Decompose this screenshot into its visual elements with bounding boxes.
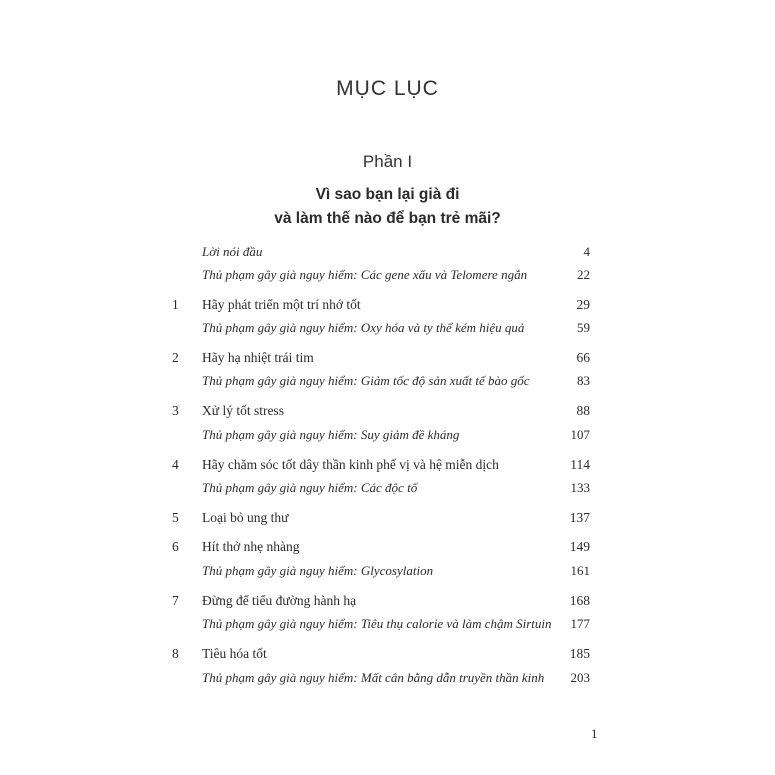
toc-entry-title: Hãy phát triển một trí nhớ tốt bbox=[202, 297, 361, 312]
toc-entry-number: 1 bbox=[172, 297, 179, 312]
toc-entry-title: Hít thở nhẹ nhàng bbox=[202, 539, 300, 554]
toc-entry-page: 66 bbox=[576, 350, 590, 365]
toc-entry[interactable] bbox=[0, 457, 775, 477]
toc-entry-number: 5 bbox=[172, 510, 179, 525]
toc-entry-title: Hãy hạ nhiệt trái tim bbox=[202, 350, 314, 365]
toc-entry[interactable] bbox=[0, 563, 775, 583]
toc-entry-title: Thủ phạm gây già nguy hiểm: Glycosylation bbox=[202, 563, 434, 578]
toc-entry[interactable] bbox=[0, 510, 775, 530]
toc-entry-title: Tiêu hóa tốt bbox=[202, 646, 267, 661]
toc-entry-page: 203 bbox=[570, 670, 590, 685]
toc-entry[interactable] bbox=[0, 244, 775, 264]
toc-entry-number: 3 bbox=[172, 403, 179, 418]
toc-entry-number: 4 bbox=[172, 457, 179, 472]
toc-entry-page: 29 bbox=[576, 297, 590, 312]
toc-entry-title: Thủ phạm gây già nguy hiểm: Suy giảm đề kháng bbox=[202, 427, 460, 442]
toc-entry-page: 59 bbox=[577, 320, 590, 335]
toc-entry[interactable] bbox=[0, 350, 775, 370]
part-subtitle bbox=[0, 183, 775, 231]
toc-entry-title: Thủ phạm gây già nguy hiểm: Mất cân bằng dẫn truyền thần kinh bbox=[202, 670, 545, 685]
page-title: MỤC LỤC bbox=[336, 77, 439, 100]
part-label: Phần I bbox=[362, 152, 413, 171]
toc-entry-title: Thủ phạm gây già nguy hiểm: Oxy hóa và ty thể kém hiệu quả bbox=[202, 320, 525, 335]
toc-entry-title: Lời nói đầu bbox=[202, 244, 263, 259]
toc-entry-title: Thủ phạm gây già nguy hiểm: Tiêu thụ calorie và làm chậm Sirtuin bbox=[202, 616, 552, 631]
toc-entry-page: 114 bbox=[570, 457, 590, 472]
toc-entry-title: Đừng để tiểu đường hành hạ bbox=[202, 593, 357, 608]
toc-entry[interactable] bbox=[0, 297, 775, 317]
toc-entry[interactable] bbox=[0, 373, 775, 393]
toc-entry-page: 137 bbox=[569, 510, 590, 525]
toc-entry-title: Thủ phạm gây già nguy hiểm: Giảm tốc độ sản xuất tế bào gốc bbox=[202, 373, 530, 388]
toc-entry[interactable] bbox=[0, 427, 775, 447]
toc-entry-title: Xử lý tốt stress bbox=[202, 403, 284, 418]
toc-entry-page: 177 bbox=[570, 616, 590, 631]
toc-entry[interactable] bbox=[0, 593, 775, 613]
toc-entry-page: 4 bbox=[583, 244, 590, 259]
toc-entry[interactable] bbox=[0, 670, 775, 690]
toc-entry[interactable] bbox=[0, 616, 775, 636]
toc-entry[interactable] bbox=[0, 539, 775, 559]
toc-entry-page: 133 bbox=[570, 480, 590, 495]
toc-entry-number: 2 bbox=[172, 350, 179, 365]
toc-entry-page: 185 bbox=[569, 646, 590, 661]
toc-entry-title: Hãy chăm sóc tốt dây thần kinh phế vị và hệ miễn dịch bbox=[202, 457, 499, 472]
toc-entry-number: 7 bbox=[172, 593, 179, 608]
part-subtitle-line-2: và làm thế nào để bạn trẻ mãi? bbox=[274, 210, 501, 227]
toc-entry-page: 161 bbox=[570, 563, 590, 578]
toc-entry-page: 168 bbox=[569, 593, 590, 608]
toc-entry-title: Thủ phạm gây già nguy hiểm: Các độc tố bbox=[202, 480, 418, 495]
toc-entry[interactable] bbox=[0, 403, 775, 423]
toc-entry-number: 6 bbox=[172, 539, 179, 554]
toc-entry-page: 22 bbox=[577, 267, 590, 282]
part-subtitle-line-1: Vì sao bạn lại già đi bbox=[315, 186, 460, 203]
toc-entry[interactable] bbox=[0, 646, 775, 666]
page-number: 1 bbox=[591, 726, 598, 741]
toc-entry-title: Loại bỏ ung thư bbox=[202, 510, 289, 525]
toc-entry[interactable] bbox=[0, 267, 775, 287]
toc-entry[interactable] bbox=[0, 480, 775, 500]
toc-entry[interactable] bbox=[0, 320, 775, 340]
toc-entry-page: 107 bbox=[570, 427, 590, 442]
toc-entry-number: 8 bbox=[172, 646, 179, 661]
toc-entry-page: 83 bbox=[577, 373, 590, 388]
toc-entry-page: 149 bbox=[569, 539, 590, 554]
toc-entry-title: Thủ phạm gây già nguy hiểm: Các gene xấu và Telomere ngắn bbox=[202, 267, 528, 282]
toc-entry-page: 88 bbox=[576, 403, 590, 418]
